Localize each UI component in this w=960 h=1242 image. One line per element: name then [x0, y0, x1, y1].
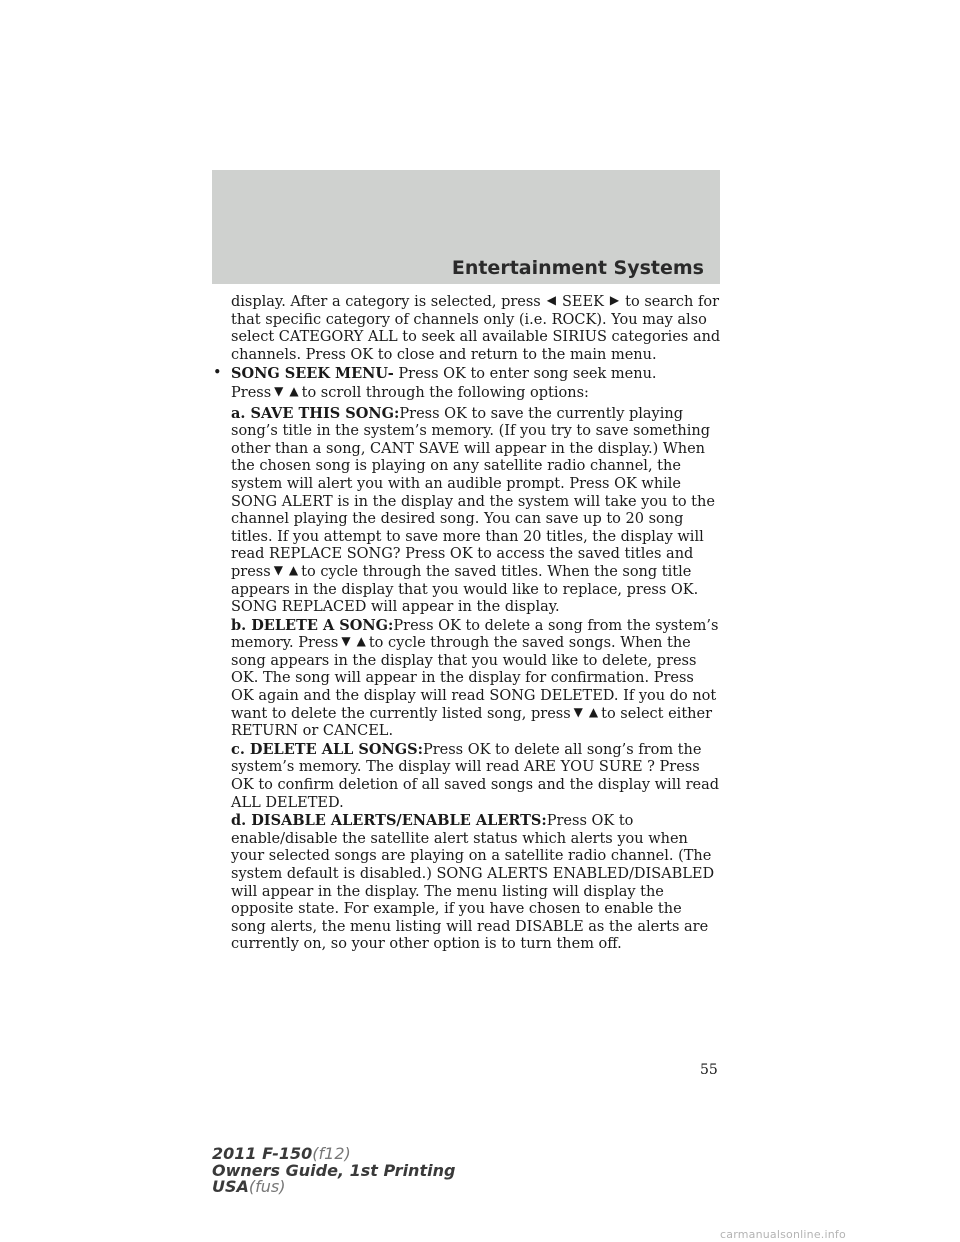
up-arrow-icon: ▲ [588, 704, 599, 719]
down-arrow-icon: ▼ [573, 704, 583, 719]
manual-body [213, 293, 721, 954]
footer-line-printing: Owners Guide, 1st Printing [212, 1160, 456, 1180]
up-arrow-icon: ▲ [288, 562, 299, 577]
seek-right-icon: ▶ [609, 293, 620, 307]
footer-print-info [212, 1146, 455, 1196]
paragraph-scroll: Press ▼ ▲ to scroll through the following options: [231, 383, 589, 401]
down-arrow-icon: ▼ [341, 634, 351, 649]
footer-line-model: 2011 F-150(f12) [212, 1144, 351, 1163]
down-arrow-icon: ▼ [273, 562, 283, 577]
footer-line-region: USA(fus) [212, 1177, 286, 1196]
watermark: carmanualsonline.info [720, 1228, 846, 1241]
page-number: 55 [700, 1062, 718, 1078]
section-header [212, 170, 720, 284]
bullet: • [213, 365, 222, 382]
option-delete-a-song: b. DELETE A SONG:Press OK to delete a song from the system’s memory. Press ▼ ▲ to cycle through the saved songs. When the song appears in the display that you would like to delete, press OK. The song will appear in the display for confirmation. Press OK again and the display will read SONG DELETED. If you do not want to delete the currently listed song, press ▼ ▲ to select either RETURN or CANCEL. [231, 616, 719, 740]
option-disable-enable-alerts: d. DISABLE ALERTS/ENABLE ALERTS:Press OK to enable/disable the satellite alert status which alerts you when your selected songs are playing on a satellite radio channel. (The system default is disabled.) SONG ALERTS ENABLED/DISABLED will appear in the display. The menu listing will display the opposite state. For example, if you have chosen to enable the song alerts, the menu listing will read DISABLE as the alerts are currently on, so your other option is to turn them off. [231, 812, 715, 953]
song-seek-menu-label: SONG SEEK MENU- [231, 365, 394, 383]
up-arrow-icon: ▲ [356, 634, 366, 649]
section-title: Entertainment Systems [451, 257, 704, 279]
option-delete-all-songs: c. DELETE ALL SONGS:Press OK to delete all song’s from the system’s memory. The display will read ARE YOU SURE ? Press OK to confirm deletion of all saved songs and the display will read ALL DELETED. [231, 740, 720, 811]
up-arrow-icon: ▲ [289, 383, 299, 398]
song-seek-menu-item: • SONG SEEK MENU- Press OK to enter song seek menu. [213, 365, 657, 383]
option-save-this-song: a. SAVE THIS SONG:Press OK to save the currently playing song’s title in the system’s memory. (If you try to save something other than a song, CANT SAVE will appear in the display.) When the chosen song is playing on any satellite radio channel, the system will alert you with an audible prompt. Press OK while SONG ALERT is in the display and the system will take you to the channel playing the desired song. You can save up to 20 song titles. If you attempt to save more than 20 titles, the display will read REPLACE SONG? Press OK to access the saved titles and press ▼ ▲ to cycle through the saved titles. When the song title appears in the display that you would like to replace, press OK. SONG REPLACED will appear in the display. [231, 404, 715, 616]
seek-left-icon: ◀ [546, 293, 556, 307]
down-arrow-icon: ▼ [274, 383, 284, 398]
paragraph-category: display. After a category is selected, press ◀ SEEK ▶ to search for that specific category of channels only (i.e. ROCK). You may also select CATEGORY ALL to seek all available SIRIUS categories and channels. Press OK to close and return to the main menu. [231, 293, 721, 363]
